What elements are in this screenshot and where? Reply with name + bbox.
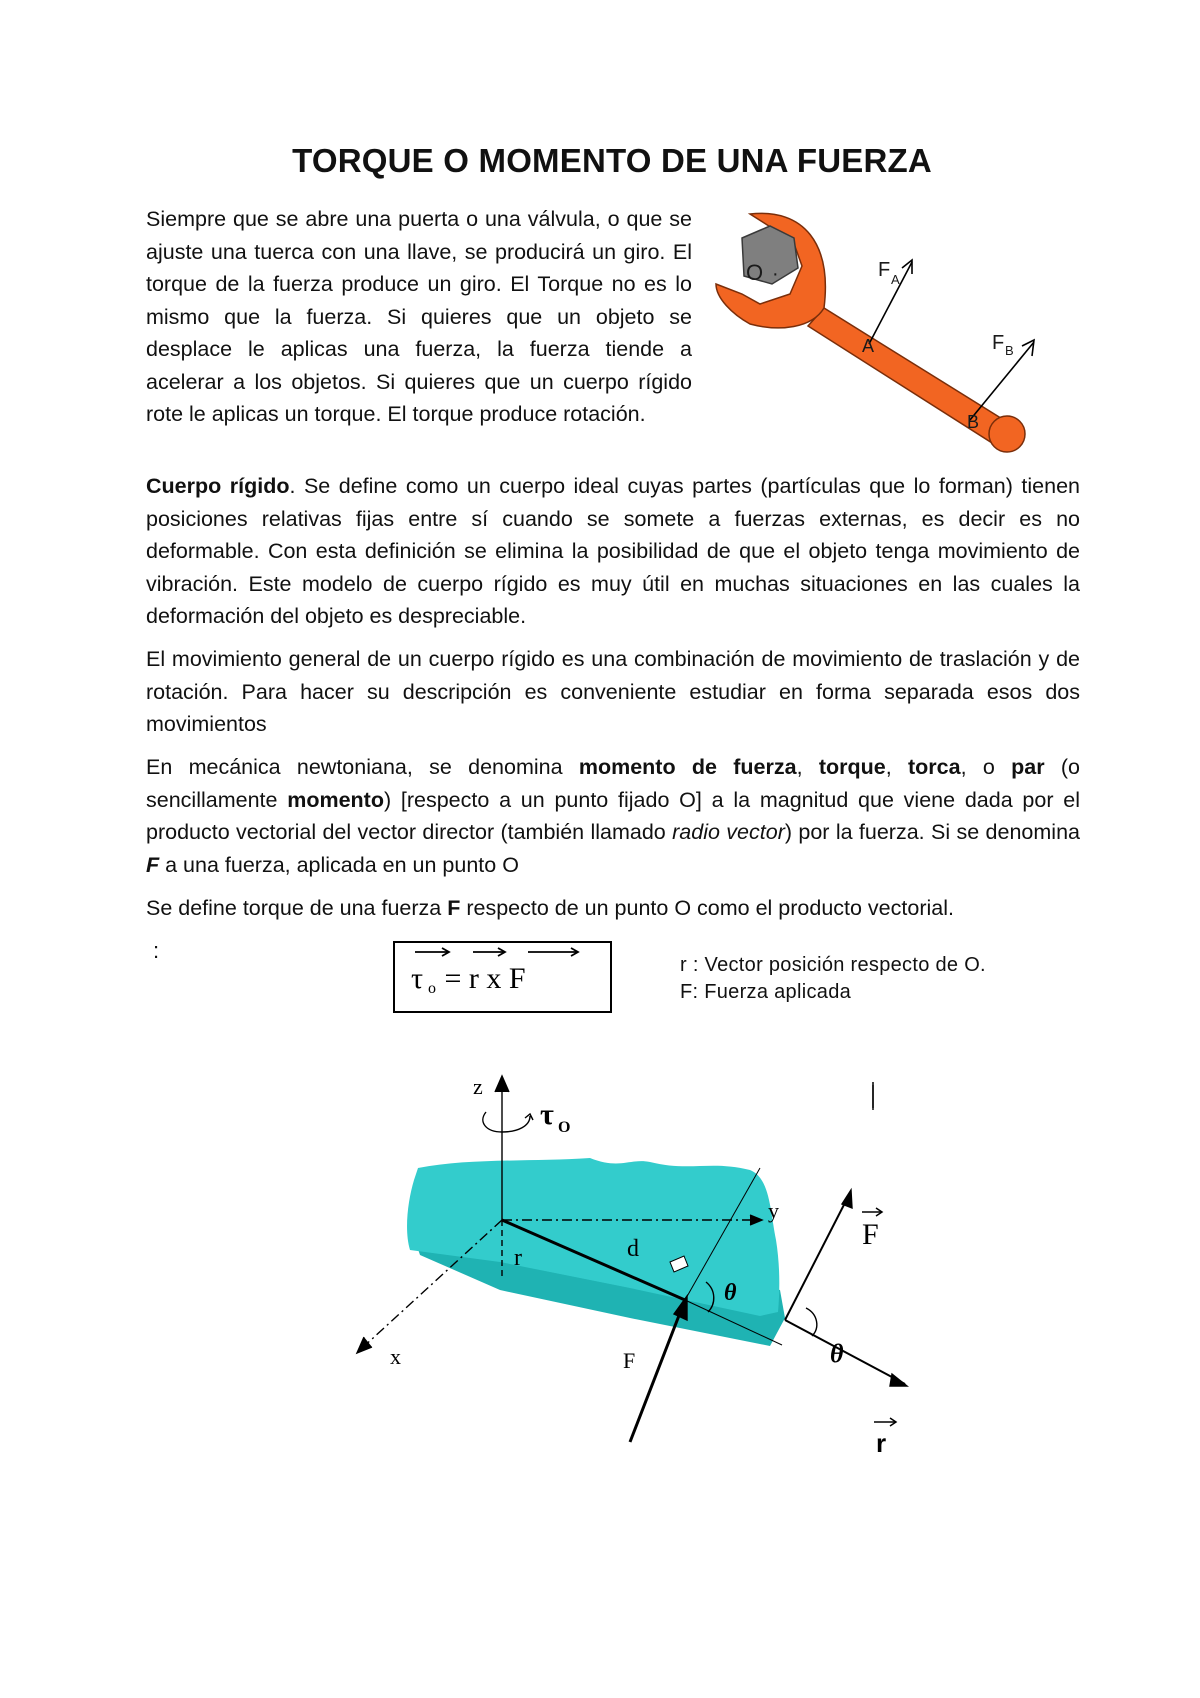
page-title: TORQUE O MOMENTO DE UNA FUERZA	[292, 142, 932, 179]
force-b-label: F	[992, 332, 1005, 354]
r-label: r	[514, 1245, 522, 1271]
axis-x-label: x	[390, 1344, 401, 1369]
rigid-body-term: Cuerpo rígido	[146, 474, 290, 498]
formula-rhs: = r x F	[437, 962, 526, 995]
theta-vector-label: θ	[830, 1339, 844, 1368]
svg-text:·: ·	[772, 263, 779, 285]
r-vector	[785, 1320, 905, 1384]
point-b-label: B	[967, 412, 980, 432]
torque-definition-paragraph: Se define torque de una fuerza F respecto de un punto O como el producto vectorial.	[146, 896, 954, 920]
axis-z-label: z	[473, 1074, 483, 1099]
rigid-body-paragraph: Cuerpo rígido. Se define como un cuerpo ideal cuyas partes (partículas que lo forman) tienen posiciones relativas fijas entre sí cuando se somete a fuerzas externas, es decir es no deformable. Con esta definición se elimina la posibilidad de que el objeto tenga movimiento de vibración. Este modelo de cuerpo rígido es muy útil en muchas situaciones en las cuales la deformación del objeto es despreciable.	[146, 474, 1080, 628]
f-label: F	[623, 1348, 636, 1373]
formula-sub: o	[428, 980, 436, 997]
legend-r: r : Vector posición respecto de O.	[680, 954, 986, 976]
force-b-sub: B	[1005, 343, 1014, 358]
torque-formula	[393, 941, 612, 1013]
force-a-sub: A	[891, 272, 900, 287]
rigid-body-figure	[330, 1050, 950, 1470]
definition-paragraph: En mecánica newtoniana, se denomina momento de fuerza, torque, torca, o par (o sencillamente momento) [respecto a un punto fijado O] a la magnitud que viene dada por el producto vectorial del vector director (también llamado radio vector) por la fuerza. Si se denomina F a una fuerza, aplicada en un punto O	[146, 755, 1080, 877]
theta-label: θ	[724, 1280, 737, 1306]
r-vector-label: r	[876, 1428, 887, 1458]
point-a-label: A	[862, 336, 875, 356]
formula-tau: τ	[411, 962, 424, 995]
intro-paragraph: Siempre que se abre una puerta o una válvula, o que se ajuste una tuerca con una llave, se producirá un giro. El torque de la fuerza produce un giro. El Torque no es lo mismo que la fuerza. Si quieres que un objeto se desplace le aplicas una fuerza, la fuerza tiende a acelerar a los objetos. Si quieres que un cuerpo rígido rote le aplicas un torque. El torque produce rotación.	[146, 207, 692, 426]
nut-label: O	[746, 260, 764, 285]
colon-mark: :	[153, 938, 160, 963]
axis-y-label: y	[768, 1198, 779, 1223]
force-vector-label: F	[862, 1218, 879, 1251]
force-a-label: F	[878, 259, 891, 281]
general-motion-paragraph: El movimiento general de un cuerpo rígido es una combinación de movimiento de traslación y de rotación. Para hacer su descripción es conveniente estudiar en forma separada esos dos movimientos	[146, 647, 1080, 736]
tau-label: τ	[540, 1098, 554, 1131]
d-label: d	[627, 1236, 639, 1262]
wrench-figure	[712, 210, 1052, 455]
tau-sub-label: O	[558, 1119, 571, 1136]
legend-f: F: Fuerza aplicada	[680, 981, 852, 1003]
force-vector	[785, 1193, 850, 1320]
rotation-arrow	[483, 1112, 530, 1132]
